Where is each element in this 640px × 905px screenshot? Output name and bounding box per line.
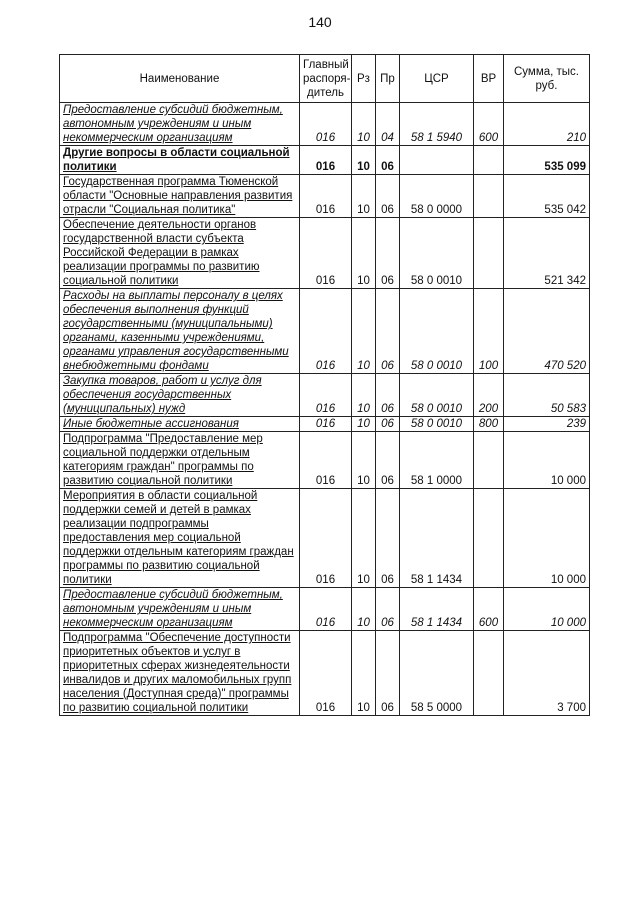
- row-name-text: Предоставление субсидий бюджетным, автономным учреждениям и иным некоммерческим организациям: [63, 104, 283, 144]
- cell-sum: 50 583: [504, 374, 590, 417]
- cell-chief: 016: [300, 432, 352, 489]
- cell-rz: 10: [352, 146, 376, 175]
- cell-chief: 016: [300, 289, 352, 374]
- cell-pr: 06: [376, 218, 400, 289]
- header-pr: Пр: [376, 55, 400, 103]
- header-chief: Главный распоря-дитель: [300, 55, 352, 103]
- cell-rz: 10: [352, 432, 376, 489]
- cell-rz: 10: [352, 417, 376, 432]
- cell-csr: 58 1 1434: [400, 588, 474, 631]
- cell-name: [60, 175, 300, 218]
- cell-name: [60, 489, 300, 588]
- cell-chief: 016: [300, 588, 352, 631]
- table-row: [60, 432, 590, 489]
- row-name-text: Иные бюджетные ассигнования: [63, 418, 239, 430]
- cell-csr: [400, 146, 474, 175]
- cell-chief: 016: [300, 146, 352, 175]
- table-row: [60, 218, 590, 289]
- cell-sum: 470 520: [504, 289, 590, 374]
- cell-vr: [474, 218, 504, 289]
- cell-vr: [474, 146, 504, 175]
- cell-vr: [474, 175, 504, 218]
- table-row: [60, 146, 590, 175]
- cell-pr: 06: [376, 631, 400, 716]
- cell-name: [60, 218, 300, 289]
- cell-rz: 10: [352, 289, 376, 374]
- cell-name: [60, 289, 300, 374]
- cell-vr: [474, 631, 504, 716]
- cell-csr: 58 1 5940: [400, 103, 474, 146]
- cell-sum: 10 000: [504, 432, 590, 489]
- row-name-text: Закупка товаров, работ и услуг для обеспечения государственных (муниципальных) нужд: [63, 375, 262, 415]
- cell-name: [60, 103, 300, 146]
- table-row: [60, 588, 590, 631]
- cell-sum: 10 000: [504, 588, 590, 631]
- cell-chief: 016: [300, 175, 352, 218]
- cell-chief: 016: [300, 218, 352, 289]
- cell-rz: 10: [352, 103, 376, 146]
- table-row: [60, 489, 590, 588]
- cell-csr: 58 0 0010: [400, 374, 474, 417]
- cell-rz: 10: [352, 175, 376, 218]
- cell-sum: 210: [504, 103, 590, 146]
- row-name-text: Предоставление субсидий бюджетным, автономным учреждениям и иным некоммерческим организациям: [63, 589, 283, 629]
- cell-rz: 10: [352, 489, 376, 588]
- row-name-text: Расходы на выплаты персоналу в целях обеспечения выполнения функций государственными (муниципальными) органами, казенными учреждениями, органами управления государственными внебюджетными фондами: [63, 290, 289, 372]
- cell-csr: 58 5 0000: [400, 631, 474, 716]
- cell-pr: 06: [376, 489, 400, 588]
- cell-vr: 600: [474, 588, 504, 631]
- cell-rz: 10: [352, 588, 376, 631]
- cell-csr: 58 0 0010: [400, 417, 474, 432]
- cell-name: [60, 631, 300, 716]
- cell-rz: 10: [352, 631, 376, 716]
- cell-name: [60, 146, 300, 175]
- row-name-text: Мероприятия в области социальной поддержки семей и детей в рамках реализации подпрограммы предоставления мер социальной поддержки отдельным категориям граждан программы по развитию социальной политики: [63, 490, 294, 586]
- cell-vr: [474, 489, 504, 588]
- cell-pr: 06: [376, 374, 400, 417]
- budget-table: [59, 54, 590, 716]
- row-name-text: Обеспечение деятельности органов государственной власти субъекта Российской Федерации в рамках реализации программы по развитию социальной политики: [63, 219, 260, 287]
- row-name-text: Подпрограмма "Обеспечение доступности приоритетных объектов и услуг в приоритетных сферах жизнедеятельности инвалидов и других маломобильных групп населения (Доступная среда)" программы по развитию социальной политики: [63, 632, 292, 714]
- cell-sum: 535 099: [504, 146, 590, 175]
- table-row: [60, 175, 590, 218]
- cell-chief: 016: [300, 417, 352, 432]
- cell-pr: 06: [376, 417, 400, 432]
- cell-rz: 10: [352, 374, 376, 417]
- cell-sum: 3 700: [504, 631, 590, 716]
- header-name: Наименование: [60, 55, 300, 103]
- cell-csr: 58 0 0010: [400, 289, 474, 374]
- header-row: [60, 55, 590, 103]
- cell-name: [60, 588, 300, 631]
- cell-chief: 016: [300, 103, 352, 146]
- cell-csr: 58 1 1434: [400, 489, 474, 588]
- cell-sum: 239: [504, 417, 590, 432]
- cell-pr: 06: [376, 588, 400, 631]
- page-number: 140: [308, 14, 332, 30]
- cell-pr: 06: [376, 146, 400, 175]
- cell-vr: 200: [474, 374, 504, 417]
- cell-vr: 100: [474, 289, 504, 374]
- table-row: [60, 289, 590, 374]
- cell-vr: 600: [474, 103, 504, 146]
- cell-pr: 06: [376, 175, 400, 218]
- cell-csr: 58 0 0000: [400, 175, 474, 218]
- cell-pr: 04: [376, 103, 400, 146]
- cell-chief: 016: [300, 631, 352, 716]
- cell-name: [60, 432, 300, 489]
- table-row: [60, 417, 590, 432]
- table-row: [60, 631, 590, 716]
- header-sum: Сумма, тыс. руб.: [504, 55, 590, 103]
- cell-vr: 800: [474, 417, 504, 432]
- cell-sum: 535 042: [504, 175, 590, 218]
- cell-csr: 58 1 0000: [400, 432, 474, 489]
- table-row: [60, 103, 590, 146]
- cell-name: [60, 417, 300, 432]
- cell-rz: 10: [352, 218, 376, 289]
- cell-pr: 06: [376, 289, 400, 374]
- cell-sum: 521 342: [504, 218, 590, 289]
- row-name-text: Подпрограмма "Предоставление мер социальной поддержки отдельным категориям граждан" программы по развитию социальной политики: [63, 433, 263, 487]
- cell-chief: 016: [300, 374, 352, 417]
- cell-name: [60, 374, 300, 417]
- header-vr: ВР: [474, 55, 504, 103]
- cell-pr: 06: [376, 432, 400, 489]
- header-rz: Рз: [352, 55, 376, 103]
- cell-sum: 10 000: [504, 489, 590, 588]
- cell-csr: 58 0 0010: [400, 218, 474, 289]
- table-row: [60, 374, 590, 417]
- cell-chief: 016: [300, 489, 352, 588]
- row-name-text: Государственная программа Тюменской области "Основные направления развития отрасли "Социальная политика": [63, 176, 293, 216]
- header-csr: ЦСР: [400, 55, 474, 103]
- row-name-text: Другие вопросы в области социальной политики: [63, 147, 290, 173]
- cell-vr: [474, 432, 504, 489]
